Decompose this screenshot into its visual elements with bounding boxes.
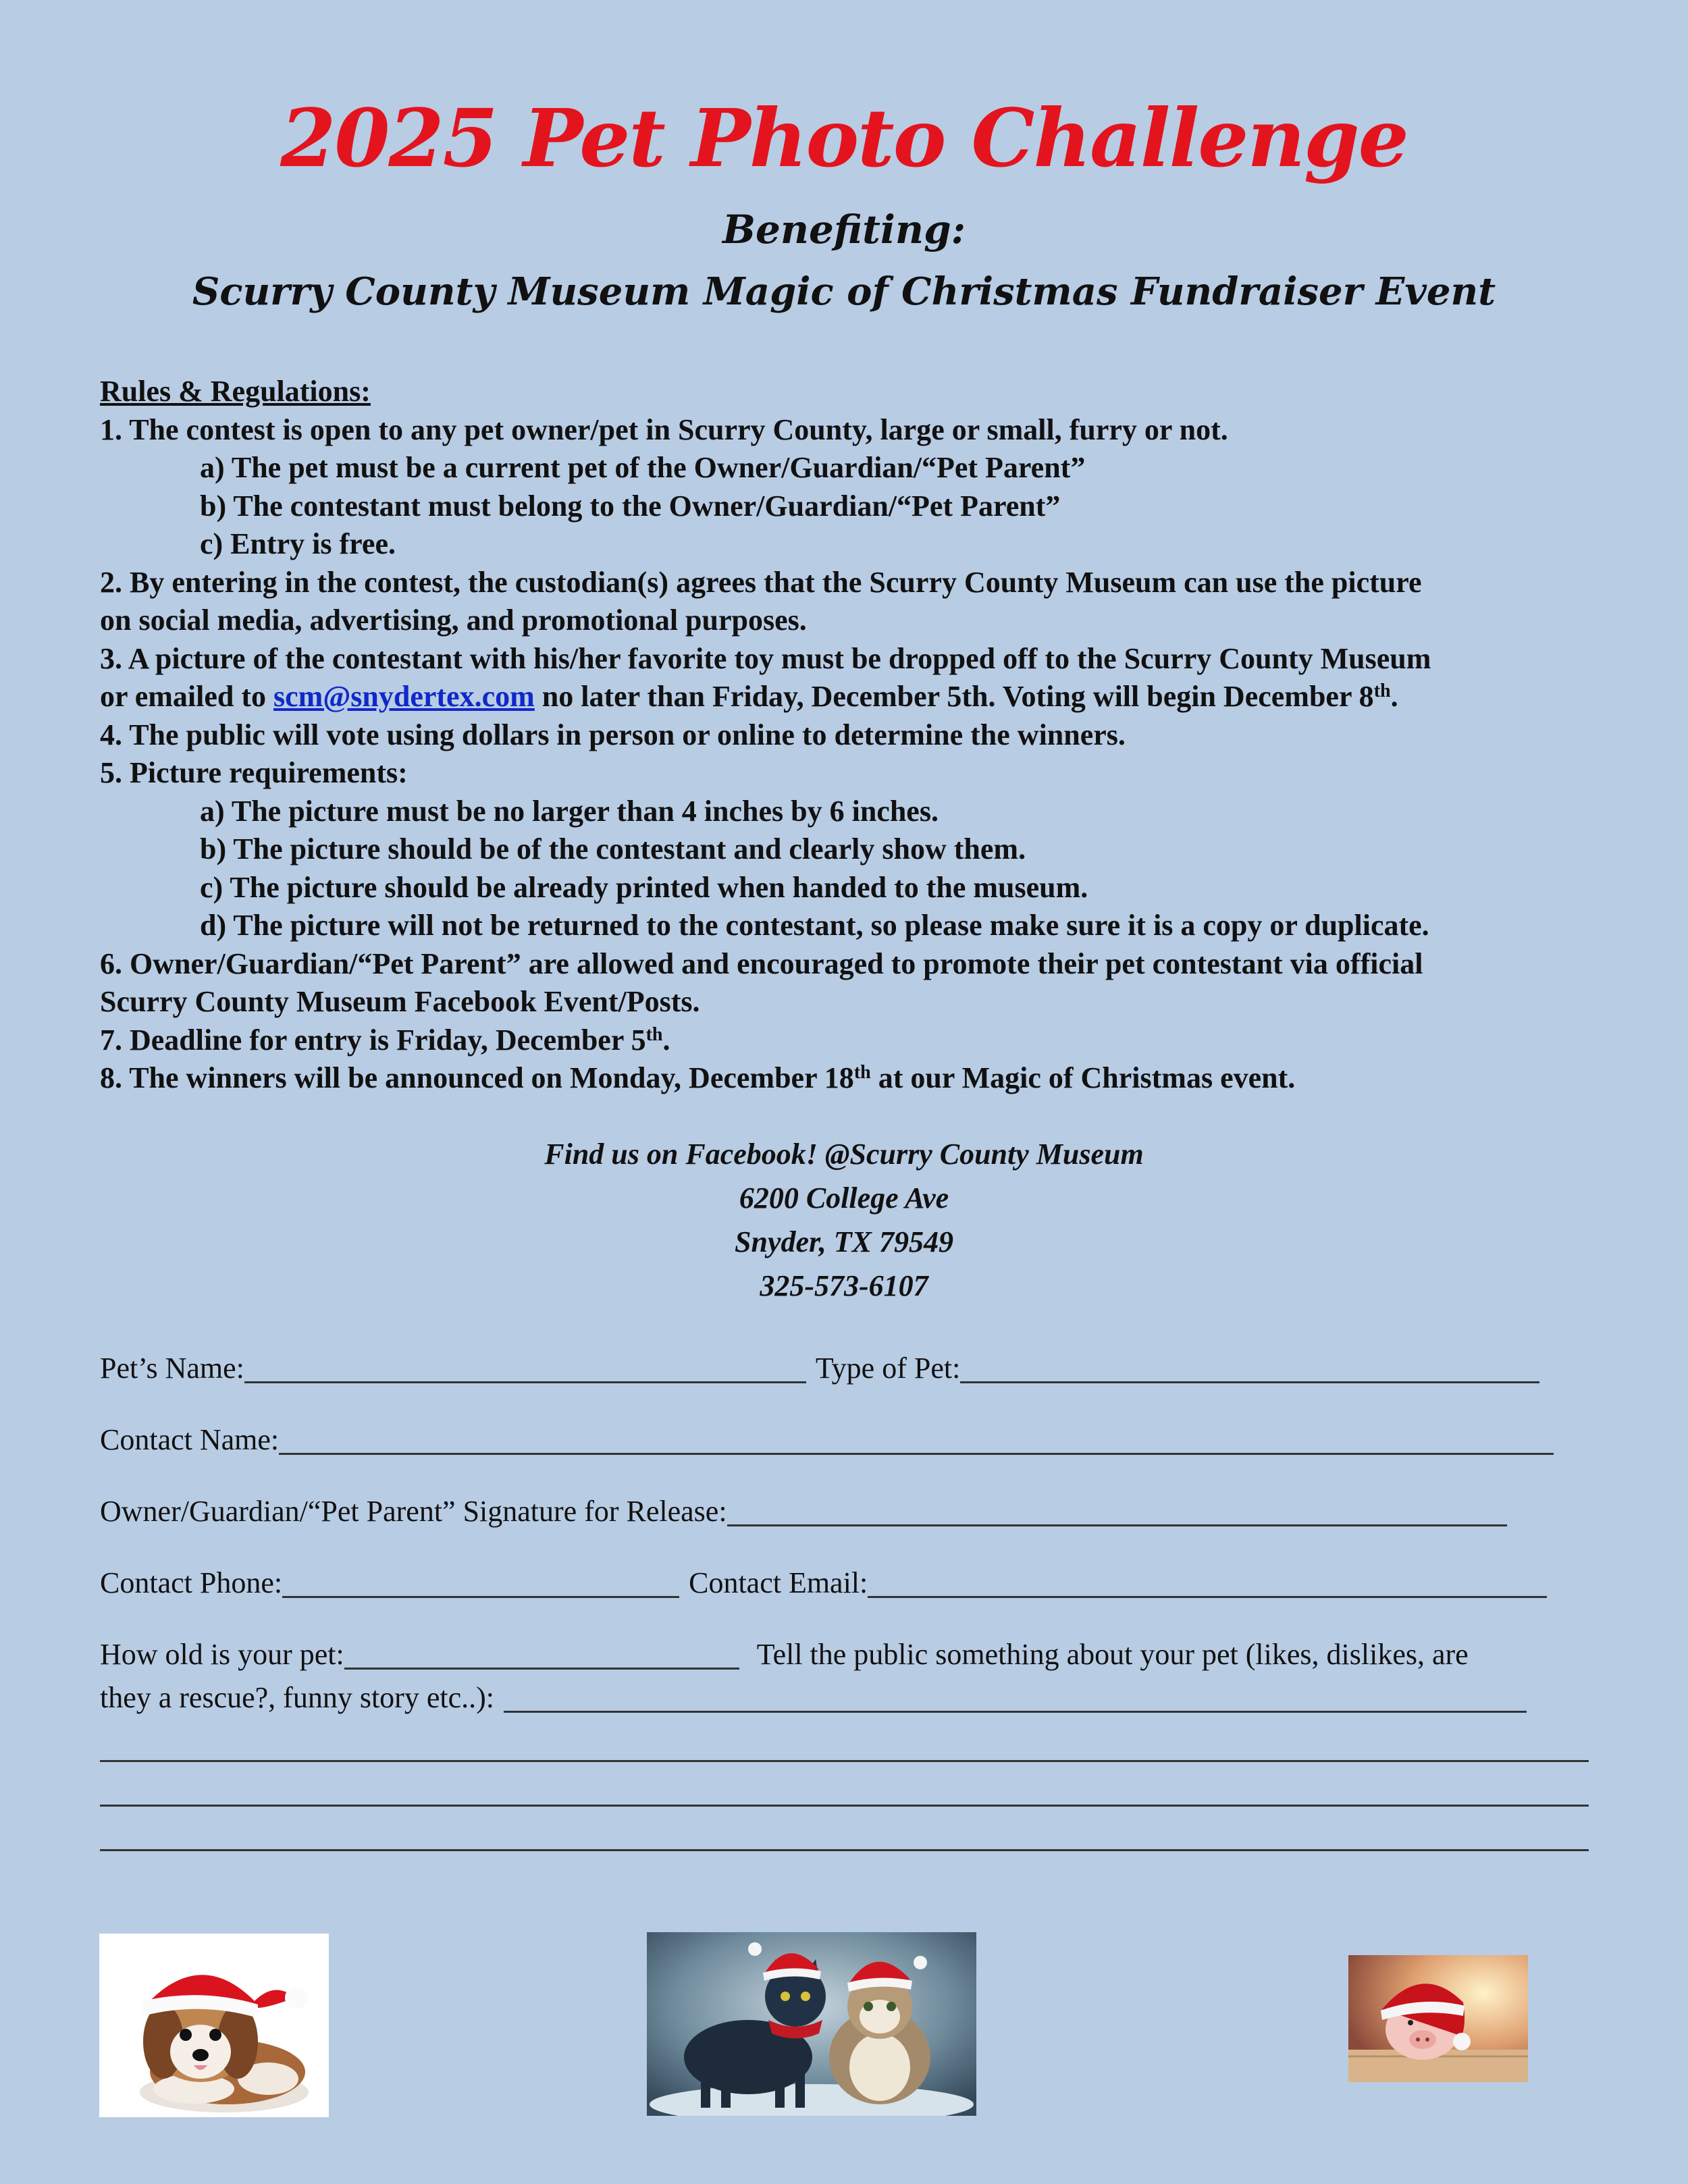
pet-age-label: How old is your pet:: [100, 1638, 344, 1671]
contact-email-label: Contact Email:: [689, 1566, 868, 1599]
rule-7-end: .: [662, 1023, 670, 1057]
rule-8: [100, 1059, 1606, 1098]
rule-2-line-1: 2. By entering in the contest, the custodian(s) agrees that the Scurry County Museum can use the picture: [100, 565, 1422, 599]
form-row-phone-email: [100, 1563, 1547, 1603]
pet-story-field-1[interactable]: [504, 1681, 1527, 1713]
page-title: 2025 Pet Photo Challenge: [280, 91, 1408, 185]
rule-1c: c) Entry is free.: [200, 527, 396, 560]
rule-5a: a) The picture must be no larger than 4 inches by 6 inches.: [200, 794, 939, 828]
rule-8-text: 8. The winners will be announced on Monday, December 18: [100, 1061, 854, 1094]
tell-public-label-1: Tell the public something about your pet (likes, dislikes, are: [756, 1638, 1469, 1671]
rule-1b: b) The contestant must belong to the Owner/Guardian/“Pet Parent”: [200, 489, 1061, 523]
rules-section: [100, 373, 1606, 1098]
type-of-pet-field[interactable]: [960, 1352, 1539, 1383]
form-row-story: [100, 1678, 1527, 1718]
contact-phone-field[interactable]: [282, 1566, 679, 1598]
rule-7-sup: th: [645, 1023, 663, 1045]
rule-7-text: 7. Deadline for entry is Friday, December 5: [100, 1023, 646, 1057]
form-row-signature: [100, 1491, 1507, 1532]
email-link[interactable]: scm@snydertex.com: [273, 680, 535, 713]
rule-3-post: no later than Friday, December 5th. Voting will begin December 8: [534, 680, 1374, 713]
rule-3-line-1: 3. A picture of the contestant with his/her favorite toy must be dropped off to the Scurry County Museum: [100, 641, 1431, 675]
rule-5b: b) The picture should be of the contestant and clearly show them.: [200, 832, 1026, 865]
cats-santa-hats-photo: [647, 1932, 976, 2116]
rule-4: 4. The public will vote using dollars in person or online to determine the winners.: [100, 718, 1126, 751]
signature-label: Owner/Guardian/“Pet Parent” Signature for Release:: [100, 1495, 727, 1528]
contact-name-field[interactable]: [279, 1423, 1554, 1455]
pet-age-field[interactable]: [344, 1638, 739, 1670]
contact-phone-label: Contact Phone:: [100, 1566, 283, 1599]
event-name: Scurry County Museum Magic of Christmas Fundraiser Event: [192, 269, 1496, 314]
rule-6-line-2: Scurry County Museum Facebook Event/Posts.: [100, 985, 700, 1018]
contact-name-label: Contact Name:: [100, 1423, 280, 1456]
facebook-line: Find us on Facebook! @Scurry County Museum: [544, 1138, 1144, 1171]
rule-8-sup: th: [853, 1062, 871, 1083]
rules-heading: Rules & Regulations:: [100, 375, 371, 408]
rule-5: 5. Picture requirements:: [100, 756, 408, 789]
form-row-age: [100, 1634, 1469, 1675]
rule-3-pre: or emailed to: [100, 680, 274, 713]
rule-1: 1. The contest is open to any pet owner/pet in Scurry County, large or small, furry or not.: [100, 412, 1228, 446]
pets-name-label: Pet’s Name:: [100, 1352, 244, 1385]
contact-email-field[interactable]: [868, 1566, 1547, 1598]
rule-6-line-1: 6. Owner/Guardian/“Pet Parent” are allowed and encouraged to promote their pet contestant via official: [100, 947, 1423, 980]
benefiting-label: Benefiting:: [722, 207, 966, 252]
rule-5c: c) The picture should be already printed when handed to the museum.: [200, 870, 1088, 904]
rule-2-line-2: on social media, advertising, and promotional purposes.: [100, 604, 807, 637]
form-row-pet: [100, 1348, 1539, 1389]
rule-1a: a) The pet must be a current pet of the Owner/Guardian/“Pet Parent”: [200, 451, 1086, 484]
form-row-contact-name: [100, 1420, 1554, 1460]
pet-story-field-4[interactable]: [100, 1849, 1589, 1851]
rule-5d: d) The picture will not be returned to the contestant, so please make sure it is a copy or duplicate.: [200, 909, 1429, 942]
rule-7: [100, 1021, 1606, 1060]
type-of-pet-label: Type of Pet:: [815, 1352, 961, 1385]
signature-field[interactable]: [727, 1495, 1507, 1526]
pet-story-field-3[interactable]: [100, 1805, 1589, 1807]
rule-3-line-2: [100, 678, 1606, 716]
phone-line: 325-573-6107: [760, 1269, 928, 1302]
rule-3-sup: th: [1373, 681, 1391, 701]
address-line-1: 6200 College Ave: [739, 1181, 949, 1215]
address-line-2: Snyder, TX 79549: [735, 1225, 953, 1258]
contact-block: [0, 1132, 1688, 1308]
rule-3-end: .: [1390, 680, 1398, 713]
piglet-santa-hat-photo: [1348, 1955, 1528, 2082]
rule-8-end: at our Magic of Christmas event.: [870, 1061, 1296, 1094]
puppy-santa-hat-photo: [99, 1934, 329, 2117]
tell-public-label-2: they a rescue?, funny story etc..):: [100, 1681, 494, 1714]
pets-name-field[interactable]: [244, 1352, 806, 1383]
pet-story-field-2[interactable]: [100, 1760, 1589, 1762]
